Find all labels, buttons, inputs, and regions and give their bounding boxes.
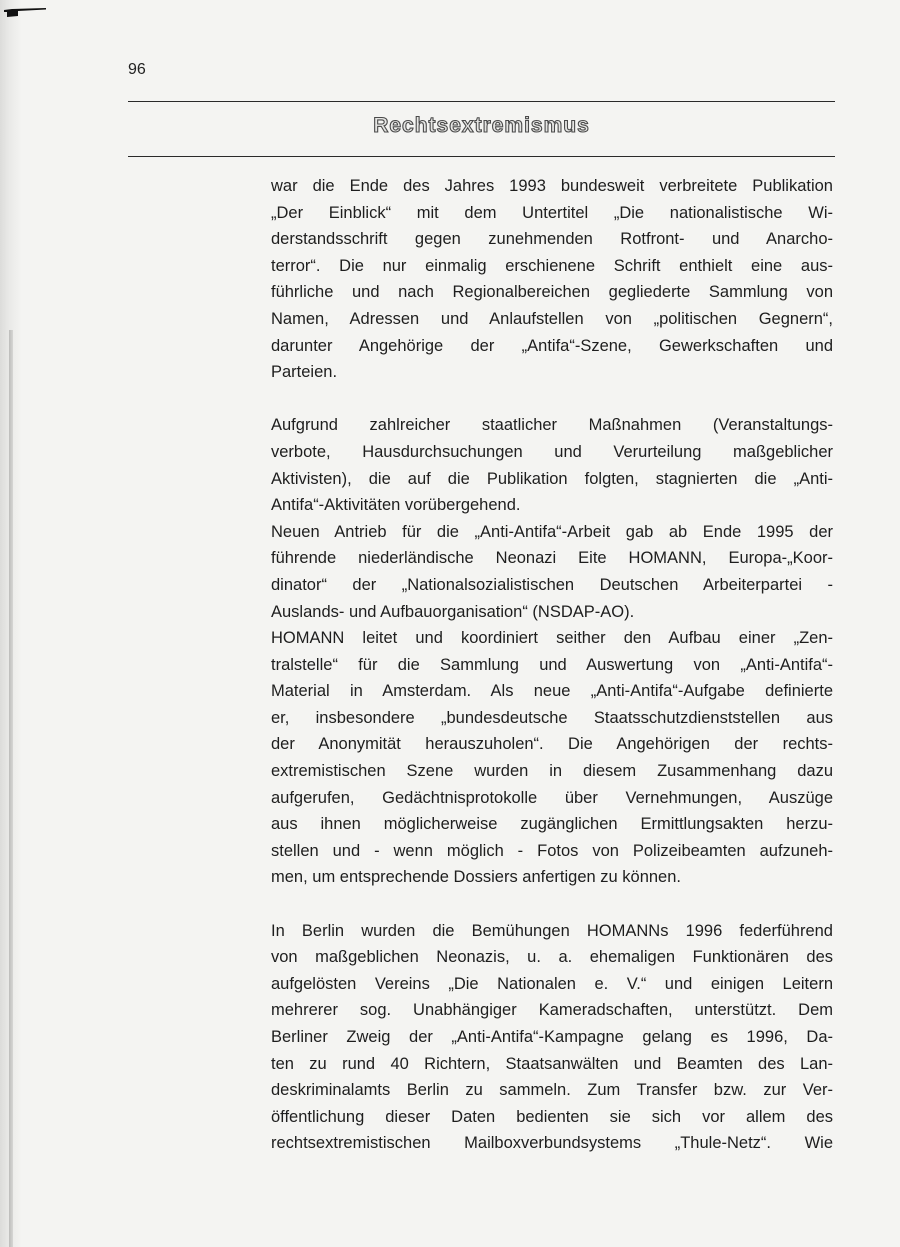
text-line: mehrerer sog. Unabhängiger Kameradschaften, unterstützt. Dem <box>271 1001 833 1020</box>
text-line: Neuen Antrieb für die „Anti-Antifa“-Arbeit gab ab Ende 1995 der <box>271 522 833 541</box>
paragraph <box>271 173 833 386</box>
text-line: terror“. Die nur einmalig erschienene Schrift enthielt eine aus- <box>271 256 833 275</box>
text-line: führliche und nach Regionalbereichen gegliederte Sammlung von <box>271 283 833 302</box>
text-line: „Der Einblick“ mit dem Untertitel „Die nationalistische Wi- <box>271 203 833 222</box>
text-line: HOMANN leitet und koordiniert seither den Aufbau einer „Zen- <box>271 629 833 648</box>
header-rule-bottom <box>128 156 835 157</box>
text-line: öffentlichung dieser Daten bedienten sie sich vor allem des <box>271 1107 833 1126</box>
paragraph-gap <box>271 891 833 918</box>
text-line: aufgelösten Vereins „Die Nationalen e. V.“ und einigen Leitern <box>271 974 833 993</box>
text-line: von maßgeblichen Neonazis, u. a. ehemaligen Funktionären des <box>271 948 833 967</box>
scan-spine-line <box>9 330 13 1247</box>
text-line: aufgerufen, Gedächtnisprotokolle über Vernehmungen, Auszüge <box>271 788 833 807</box>
page-number: 96 <box>128 61 146 78</box>
text-line: darunter Angehörige der „Antifa“-Szene, Gewerkschaften und <box>271 336 833 355</box>
paragraph <box>271 918 833 1157</box>
running-head: Rechtsextremismus <box>373 114 590 137</box>
text-line: er, insbesondere „bundesdeutsche Staatsschutzdienststellen aus <box>271 708 833 727</box>
header-rule-top <box>128 101 835 102</box>
text-line: dinator“ der „Nationalsozialistischen Deutschen Arbeiterpartei - <box>271 575 833 594</box>
text-line: aus ihnen möglicherweise zugänglichen Ermittlungsakten herzu- <box>271 815 833 834</box>
text-line: war die Ende des Jahres 1993 bundesweit verbreitete Publikation <box>271 177 833 195</box>
text-line: In Berlin wurden die Bemühungen HOMANNs 1996 federführend <box>271 921 833 940</box>
text-line: führende niederländische Neonazi Eite HOMANN, Europa-„Koor- <box>271 549 833 568</box>
paragraph <box>271 412 833 518</box>
scan-corner-mark <box>4 8 46 17</box>
text-line: Auslands- und Aufbauorganisation“ (NSDAP-AO). <box>271 602 635 621</box>
text-line: deskriminalamts Berlin zu sammeln. Zum Transfer bzw. zur Ver- <box>271 1081 833 1100</box>
text-line: tralstelle“ für die Sammlung und Auswertung von „Anti-Antifa“- <box>271 655 833 674</box>
text-line: rechtsextremistischen Mailboxverbundsystems „Thule-Netz“. Wie <box>271 1134 833 1153</box>
body-text <box>271 173 833 1157</box>
text-line: Berliner Zweig der „Anti-Antifa“-Kampagne gelang es 1996, Da- <box>271 1028 833 1046</box>
text-line: verbote, Hausdurchsuchungen und Verurteilung maßgeblicher <box>271 442 833 461</box>
text-line: Antifa“-Aktivitäten vorübergehend. <box>271 496 521 515</box>
text-line: Aufgrund zahlreicher staatlicher Maßnahmen (Veranstaltungs- <box>271 416 833 435</box>
paragraph <box>271 519 833 625</box>
text-line: Parteien. <box>271 363 338 382</box>
text-line: stellen und - wenn möglich - Fotos von Polizeibeamten aufzuneh- <box>271 841 833 860</box>
paragraph-gap <box>271 386 833 413</box>
text-line: extremistischen Szene wurden in diesem Zusammenhang dazu <box>271 762 833 781</box>
text-line: Aktivisten), die auf die Publikation folgten, stagnierten die „Anti- <box>271 469 833 488</box>
text-line: derstandsschrift gegen zunehmenden Rotfront- und Anarcho- <box>271 230 833 249</box>
text-line: ten zu rund 40 Richtern, Staatsanwälten und Beamten des Lan- <box>271 1054 833 1073</box>
paragraph <box>271 625 833 891</box>
text-line: Material in Amsterdam. Als neue „Anti-Antifa“-Aufgabe definierte <box>271 682 833 701</box>
text-line: men, um entsprechende Dossiers anfertigen zu können. <box>271 868 681 887</box>
text-line: der Anonymität herauszuholen“. Die Angehörigen der rechts- <box>271 735 833 754</box>
text-line: Namen, Adressen und Anlaufstellen von „politischen Gegnern“, <box>271 309 833 328</box>
